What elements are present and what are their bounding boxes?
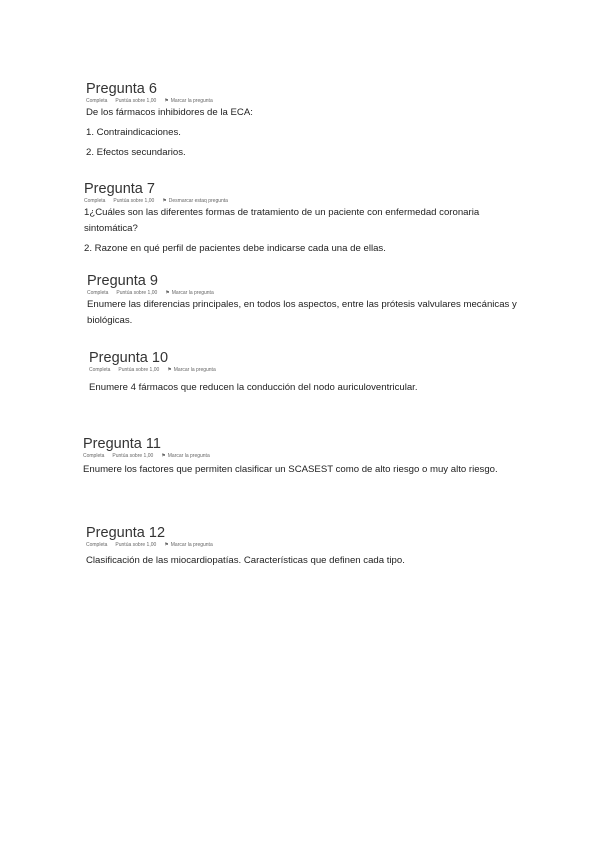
question-title: Pregunta 11	[83, 436, 161, 452]
question-paragraph: 1. Contraindicaciones.	[86, 127, 181, 138]
question-title: Pregunta 10	[89, 350, 169, 366]
question-block-9	[87, 272, 517, 329]
question-state: Completa	[86, 98, 108, 104]
question-text	[84, 205, 514, 257]
question-text	[86, 105, 516, 161]
question-block-12	[86, 524, 516, 569]
question-score: Puntúa sobre 1,00	[116, 290, 158, 296]
question-info	[86, 98, 516, 105]
question-text	[89, 380, 519, 396]
flag-question-link[interactable]: ⚑ Marcar la pregunta	[161, 453, 209, 460]
question-block-7	[84, 180, 514, 257]
question-paragraph: Enumere 4 fármacos que reducen la conducción del nodo auriculoventricular.	[89, 382, 418, 393]
question-score: Puntúa sobre 1,00	[115, 98, 157, 104]
question-title: Pregunta 6	[86, 81, 157, 97]
question-title: Pregunta 9	[87, 273, 158, 289]
question-score: Puntúa sobre 1,00	[118, 367, 160, 373]
question-state: Completa	[86, 542, 108, 548]
question-block-6	[86, 80, 516, 161]
question-state: Completa	[87, 290, 109, 296]
question-score: Puntúa sobre 1,00	[112, 453, 154, 459]
flag-question-link[interactable]: ⚑ Marcar la pregunta	[165, 290, 213, 297]
question-block-10	[89, 349, 519, 396]
question-block-11	[83, 435, 503, 478]
question-info	[86, 542, 516, 549]
question-title: Pregunta 12	[86, 525, 166, 541]
question-state: Completa	[83, 453, 105, 459]
question-score: Puntúa sobre 1,00	[113, 198, 155, 204]
question-paragraph: 2. Razone en qué perfil de pacientes debe indicarse cada una de ellas.	[84, 243, 386, 254]
question-paragraph: Enumere los factores que permiten clasificar un SCASEST como de alto riesgo o muy alto riesgo.	[83, 464, 498, 475]
flag-question-link[interactable]: ⚑ Marcar la pregunta	[164, 98, 212, 105]
question-info	[89, 367, 519, 374]
question-state: Completa	[89, 367, 111, 373]
question-text	[87, 297, 517, 329]
question-paragraph: Clasificación de las miocardiopatías. Características que definen cada tipo.	[86, 555, 405, 566]
flag-question-link[interactable]: ⚑ Marcar la pregunta	[164, 542, 212, 549]
question-text	[83, 462, 503, 478]
question-state: Completa	[84, 198, 106, 204]
flag-question-link[interactable]: ⚑ Marcar la pregunta	[167, 367, 215, 374]
question-info	[83, 453, 503, 460]
question-score: Puntúa sobre 1,00	[115, 542, 157, 548]
question-title: Pregunta 7	[84, 181, 155, 197]
question-paragraph: 2. Efectos secundarios.	[86, 147, 186, 158]
question-info	[87, 290, 517, 297]
question-paragraph: De los fármacos inhibidores de la ECA:	[86, 107, 253, 118]
question-text	[86, 553, 516, 569]
flag-question-link[interactable]: ⚑ Desmarcar estaq pregunta	[162, 198, 228, 205]
question-paragraph: Enumere las diferencias principales, en todos los aspectos, entre las prótesis valvulares mecánicas y biológicas.	[87, 299, 517, 326]
question-paragraph: 1¿Cuáles son las diferentes formas de tratamiento de un paciente con enfermedad coronaria sintomática?	[84, 207, 480, 234]
question-info	[84, 198, 514, 205]
